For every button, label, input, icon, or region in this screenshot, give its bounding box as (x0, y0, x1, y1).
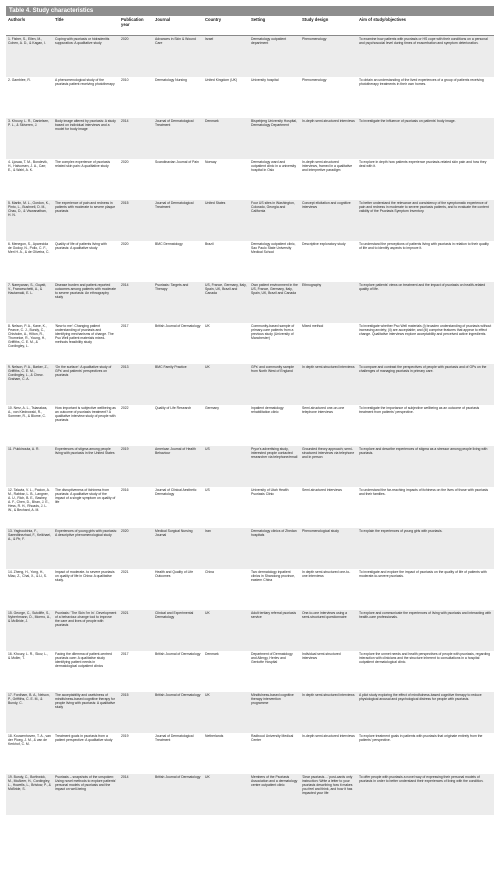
title-cell: Experiences of stigma among people living with psoriasis in the United States (53, 446, 119, 487)
title-cell: 'On the surface': A qualitative study of GPs' and patients' perspectives on psoriasis (53, 364, 119, 405)
study-design-cell: Phenomenological study (300, 528, 357, 569)
column-header: Aim of study/objectives (357, 16, 494, 36)
table-row (6, 282, 494, 323)
title-cell: The complex experience of psoriasis related skin pain: A qualitative study (53, 159, 119, 200)
setting-cell: Two dermatology inpatient clinics in Shandong province, eastern China (249, 569, 300, 610)
journal-cell: Journal of Dermatological Treatment (153, 118, 203, 159)
journal-cell: Medical Surgical Nursing Journal (153, 528, 203, 569)
aim-cell: To investigate whether Pso Well materials (i) broaden understanding of psoriasis without increasing anxiety; (ii) are acceptable; and (iii) comprise features that appear to effect change. Qualitative interviews explore acceptability and perceived active ingredients. (357, 323, 494, 364)
journal-cell: British Journal of Dermatology (153, 692, 203, 733)
journal-cell: Journal of Clinical Aesthetic Dermatology (153, 487, 203, 528)
table-row (6, 610, 494, 651)
country-cell: US (203, 487, 249, 528)
year-cell: 2021 (119, 610, 153, 651)
study-design-cell: In-depth semi-structured interviews (300, 733, 357, 774)
title-cell: 'New to me': Changing patient understanding of psoriasis and identifying mechanisms of change. The Pso Well patient materials mixed-methods feasibility study (53, 323, 119, 364)
aim-cell: To explore the unmet needs and health perspectives of people with psoriasis, regarding interaction with clinicians and the structure inherent to consultations in a hospital outpatient dermatological clinic. (357, 651, 494, 692)
author-cell: 2. Gamblee, R. (6, 77, 53, 118)
setting-cell: Community-based sample of primary-care patients from a previous study (University of Manchester) (249, 323, 300, 364)
study-design-cell: Ethnography (300, 282, 357, 323)
study-design-cell: In depth semi-structured one-to-one interviews (300, 569, 357, 610)
author-cell: 17. Fordham, B. A., Nelson, P., Griffiths, C. E. M., & Bundy, C. (6, 692, 53, 733)
setting-cell: Department of Dermatology and Allergy, Herlev and Gentofte Hospital (249, 651, 300, 692)
title-cell: Quality of life of patients living with psoriasis: A qualitative study (53, 241, 119, 282)
study-design-cell: One-to-one interviews using a semi-structured questionnaire (300, 610, 357, 651)
country-cell: Israel (203, 36, 249, 77)
setting-cell: Four US sites in Washington, Colorado, Georgia and California (249, 200, 300, 241)
author-cell: 5. Martin, M. L., Gordon, K., Pinto, L., Bushnell, D. M., Chau, D., & Viswanathan, H. N. (6, 200, 53, 241)
year-cell: 2010 (119, 77, 153, 118)
study-design-cell: In depth semi-structured interviews (300, 364, 357, 405)
table-title: Table 4. Study characteristics (6, 6, 494, 16)
setting-cell: GPs' and community sample from North West of England (249, 364, 300, 405)
year-cell: 2014 (119, 282, 153, 323)
year-cell: 2019 (119, 446, 153, 487)
column-header: Publication year (119, 16, 153, 36)
study-design-cell: Descriptive exploratory study (300, 241, 357, 282)
year-cell: 2013 (119, 364, 153, 405)
author-cell: 1. Fisher, S., Ellen, M., Cohen, A. D., & Kagan, I. (6, 36, 53, 77)
author-cell: 11. Pukkinouta, A. R. (6, 446, 53, 487)
setting-cell: Bispebjerg University Hospital, Dermatology Department (249, 118, 300, 159)
study-design-cell: In-depth semi-structured interviews, framed in a qualitative and interpretive paradigm (300, 159, 357, 200)
country-cell: UK (203, 774, 249, 815)
country-cell: US, France, Germany, Italy, Spain, UK, Brazil and Canada (203, 282, 249, 323)
setting-cell: Dermatology outpatient department (249, 36, 300, 77)
year-cell: 2015 (119, 200, 153, 241)
year-cell: 2014 (119, 118, 153, 159)
column-header: Title (53, 16, 119, 36)
year-cell: 2014 (119, 774, 153, 815)
study-design-cell: Individual semi-structured interviews (300, 651, 357, 692)
table-row (6, 651, 494, 692)
country-cell: Netherlands (203, 733, 249, 774)
year-cell: 2017 (119, 651, 153, 692)
column-header: Setting (249, 16, 300, 36)
setting-cell: Adult tertiary referral psoriasis service (249, 610, 300, 651)
setting-cell: Mindfulness-based cognitive therapy intervention programme (249, 692, 300, 733)
country-cell: Denmark (203, 651, 249, 692)
aim-cell: To investigate the importance of subjective wellbeing as an outcome of psoriasis treatment from patients' perspective. (357, 405, 494, 446)
aim-cell: To explore patients' views on treatment and the impact of psoriasis on health-related quality of life. (357, 282, 494, 323)
table-header-row (6, 16, 494, 36)
table-body (6, 36, 494, 815)
author-cell: 14. Zheng, H., Yong, H., Miao, Z., Chai, X., & Li, S. (6, 569, 53, 610)
aim-cell: To understand the far-reaching impacts of itchiness on the lives of those with psoriasis and their families. (357, 487, 494, 528)
author-cell: 9. Nelson, P. A., Barker, Z., Griffiths, C. E. M., Cordingley, L., & Chew-Graham, C. A. (6, 364, 53, 405)
aim-cell: To investigate and explore the impact of psoriasis on the quality of life of patients with moderate-to-severe psoriasis. (357, 569, 494, 610)
aim-cell: To explain the experiences of young girls with psoriasis. (357, 528, 494, 569)
setting-cell: Inpatient dermatology rehabilitation clinic (249, 405, 300, 446)
year-cell: 2020 (119, 528, 153, 569)
aim-cell: To obtain an understanding of the lived experiences of a group of patients receiving phototherapy treatments in their own homes. (357, 77, 494, 118)
author-cell: 19. Bundy, C., Borthwick, M., McAteer, H., Cordingley, L., Howells, L., Bristow, P., & McBride, S. (6, 774, 53, 815)
country-cell: UK (203, 323, 249, 364)
year-cell: 2015 (119, 692, 153, 733)
country-cell: United States (203, 200, 249, 241)
aim-cell: To compare and contrast the perspectives of people with psoriasis and of GPs on the challenges of managing psoriasis in primary care. (357, 364, 494, 405)
table-row (6, 364, 494, 405)
title-cell: The disruptiveness of itchiness from psoriasis: A qualitative study of the impact of a single symptom on quality of life (53, 487, 119, 528)
aim-cell: To explore and describe experiences of stigma as a stressor among people living with psoriasis. (357, 446, 494, 487)
table-row (6, 36, 494, 77)
journal-cell: Journal of Dermatological Treatment (153, 733, 203, 774)
table-row (6, 118, 494, 159)
study-design-cell: Phenomenology (300, 77, 357, 118)
year-cell: 2021 (119, 569, 153, 610)
year-cell: 2020 (119, 159, 153, 200)
aim-cell: To explore in depth how patients experience psoriasis-related skin pain and how they deal with it. (357, 159, 494, 200)
setting-cell: Own patient environment in the US, France, Germany, Italy, Spain, UK, Brazil and Canada (249, 282, 300, 323)
year-cell: 2020 (119, 36, 153, 77)
setting-cell: University of Utah Health Psoriasis Clinic (249, 487, 300, 528)
author-cell: 15. George, C., Sutcliffe, S., Nyberhmann, D., Mcerro, A., & McBride, J. (6, 610, 53, 651)
study-design-cell: Mixed method (300, 323, 357, 364)
aim-cell: A pilot study exploring the effect of mindfulness-based cognitive therapy to reduce physiological arousal and psychological distress for people with psoriasis. (357, 692, 494, 733)
author-cell: 12. Talavia, V. L., Pacion, A. M., Rabbar, L. B., Langner, A. U., Rich, B. E., Bashey, A. F., Chen, D., Bhan, J. E., Hess, R. H., Rhoads, J. L. W., & Bechard, A. M. (6, 487, 53, 528)
author-cell: 3. Khoury, L. R., Danielsen, P. L., & Skiveren, J. (6, 118, 53, 159)
year-cell: 2022 (119, 405, 153, 446)
journal-cell: BMC Family Practice (153, 364, 203, 405)
journal-cell: BMC Dermatology (153, 241, 203, 282)
journal-cell: British Journal of Dermatology (153, 323, 203, 364)
country-cell: Brazil (203, 241, 249, 282)
journal-cell: Dermatology Nursing (153, 77, 203, 118)
table-row (6, 528, 494, 569)
table-row (6, 487, 494, 528)
table-row (6, 774, 494, 815)
journal-cell: Health and Quality of Life Outcomes (153, 569, 203, 610)
setting-cell: Dermatology ward and outpatient clinic in a university hospital in Oslo (249, 159, 300, 200)
study-design-cell: Semi-structured interviews (300, 487, 357, 528)
aim-cell: To explore treatment goals in patients with psoriasis that originate entirely from the patients' perspective. (357, 733, 494, 774)
table-row (6, 241, 494, 282)
study-design-cell: In depth semi-structured interviews (300, 692, 357, 733)
journal-cell: Advances in Skin & Wound Care (153, 36, 203, 77)
title-cell: The experience of pain and redness in patients with moderate to severe plaque psoriasis (53, 200, 119, 241)
journal-cell: Journal of Dermatological Treatment (153, 200, 203, 241)
title-cell: How important is subjective wellbeing as an outcome of psoriasis treatment? A qualitative interview study of people with psoriasis (53, 405, 119, 446)
year-cell: 2020 (119, 241, 153, 282)
setting-cell: Members of the Psoriasis Association and a dermatology centre outpatient clinic (249, 774, 300, 815)
journal-cell: British Journal of Dermatology (153, 774, 203, 815)
setting-cell: University hospital (249, 77, 300, 118)
study-design-cell: Phenomenology (300, 36, 357, 77)
journal-cell: American Journal of Health Behaviour (153, 446, 203, 487)
title-cell: Disease burden and patient-reported outcomes among patients with moderate to severe psoriasis: An ethnography study (53, 282, 119, 323)
title-cell: Treatment goals in psoriasis from a patient perspective: A qualitative study (53, 733, 119, 774)
journal-cell: Psoriasis: Targets and Therapy (153, 282, 203, 323)
country-cell: Germany (203, 405, 249, 446)
journal-cell: Quality of Life Research (153, 405, 203, 446)
country-cell: US (203, 446, 249, 487)
author-cell: 18. Kouwenhoven, T. A., van der Ploeg, J. M., & van de Kerkhof, C. M. (6, 733, 53, 774)
title-cell: Impact of moderate- to severe psoriasis on quality of life in China: A qualitative study. (53, 569, 119, 610)
table-row (6, 200, 494, 241)
aim-cell: To investigate the influence of psoriasis on patients' body image. (357, 118, 494, 159)
table-row (6, 692, 494, 733)
title-cell: The acceptability and usefulness of mindfulness-based cognitive therapy for people living with psoriasis: A qualitative study (53, 692, 119, 733)
title-cell: Body image altered by psoriasis: A study based on individual interviews and a model for body image (53, 118, 119, 159)
table-row (6, 446, 494, 487)
country-cell: China (203, 569, 249, 610)
country-cell: UK (203, 364, 249, 405)
author-cell: 16. Khoury, L. R., Skov, L., & Moller, T. (6, 651, 53, 692)
author-cell: 13. Yaghoubinia, F., Saeedtinezhad, F., Keikhaei, A., & Pir, F. (6, 528, 53, 569)
study-design-cell: Concept elicitation and cognitive interviews (300, 200, 357, 241)
title-cell: Psoriasis: 'The Skin I'm In'. Development of a behaviour-change tool to improve the care and lives of people with psoriasis (53, 610, 119, 651)
title-cell: Facing the dilemma of patient-centred psoriasis care: A qualitative study identifying patient needs in dermatological outpatient clinics (53, 651, 119, 692)
country-cell: Denmark (203, 118, 249, 159)
year-cell: 2019 (119, 733, 153, 774)
table-row (6, 569, 494, 610)
title-cell: Psoriasis – snapshots of the unspoken: Using novel methods to explore patients' personal models of psoriasis and the impact on well-being (53, 774, 119, 815)
author-cell: 8. Nelson, P. A., Kane, K., Pearce, C. J., Bundy, C., Chisholm, A., Hilton, R., Thorneloe, R., Young, H., Griffiths, C. E. M., & Cordingley, L. (6, 323, 53, 364)
author-cell: 7. Nareyanan, S., Guyatt, V., Franceschetti, A., & Hautamaki, E. L. (6, 282, 53, 323)
title-cell: Experiences of young girls with psoriasis: A descriptive phenomenological study (53, 528, 119, 569)
author-cell: 4. Ljosaa, T. M., Bondevik, H., Halvorsen, J. A., Carr, E., & Wahl, A. K. (6, 159, 53, 200)
study-design-cell: In-depth semi-structured interviews (300, 118, 357, 159)
country-cell: Iran (203, 528, 249, 569)
aim-cell: To explore and communicate the experiences of living with psoriasis and interacting with health-care professionals. (357, 610, 494, 651)
author-cell: 10. Nerz, A. L., Tsianakas, A., von Kiedrowski, R., Sommer, R., & Blome, C. (6, 405, 53, 446)
setting-cell: Radboud University Medical Center (249, 733, 300, 774)
column-header: Country (203, 16, 249, 36)
country-cell: United Kingdom (UK) (203, 77, 249, 118)
table (6, 16, 494, 815)
table-row (6, 159, 494, 200)
study-design-cell: Semi-structured one-on-one telephone interviews (300, 405, 357, 446)
journal-cell: British Journal of Dermatology (153, 651, 203, 692)
country-cell: UK (203, 610, 249, 651)
table-row (6, 323, 494, 364)
study-characteristics-table (6, 6, 494, 815)
year-cell: 2016 (119, 487, 153, 528)
aim-cell: To offer people with psoriasis a novel way of expressing their personal models of psoriasis in order to better understand their experiences of living with the condition. (357, 774, 494, 815)
table-row (6, 77, 494, 118)
column-header: Journal (153, 16, 203, 36)
author-cell: 6. Menegon, S., Aparecida de Godoy, N., Pollo, C. F., Meri H. A., & de Oliveira, C. (6, 241, 53, 282)
setting-cell: Dermatology clinics of Zhedan hospitals (249, 528, 300, 569)
setting-cell: Pryor's advertising study, interested people contacted researcher via telephone/email (249, 446, 300, 487)
aim-cell: To better understand the relevance and consistency of the symptomatic experience of pain and redness in moderate to severe psoriasis patients, and to evaluate the content validity of the Psoriasis Symptom Inventory. (357, 200, 494, 241)
table-row (6, 733, 494, 774)
country-cell: Norway (203, 159, 249, 200)
year-cell: 2017 (119, 323, 153, 364)
title-cell: Coping with psoriasis or hidradenitis suppurativa: A qualitative study (53, 36, 119, 77)
study-design-cell: 'Dear psoriasis…' post-cards only instruction: Write a letter to your psoriasis describing how it makes you feel and think, and how it has impacted your life (300, 774, 357, 815)
setting-cell: Dermatology outpatient clinic, Sao Paulo State University Medical School (249, 241, 300, 282)
aim-cell: To examine how patients with psoriasis or HS cope with their conditions on a personal and psychosocial level during times of exacerbation and symptom deterioration. (357, 36, 494, 77)
study-design-cell: Grounded theory approach; semi-structured interviews via telephone and in person (300, 446, 357, 487)
column-header: Author/s (6, 16, 53, 36)
country-cell: UK (203, 692, 249, 733)
table-row (6, 405, 494, 446)
column-header: Study design (300, 16, 357, 36)
aim-cell: To understand the perceptions of patients living with psoriasis in relation to their quality of life and to identify aspects to improve it. (357, 241, 494, 282)
journal-cell: Clinical and Experimental Dermatology (153, 610, 203, 651)
journal-cell: Scandinavian Journal of Pain (153, 159, 203, 200)
title-cell: A phenomenological study of the psoriasis patient receiving phototherapy (53, 77, 119, 118)
